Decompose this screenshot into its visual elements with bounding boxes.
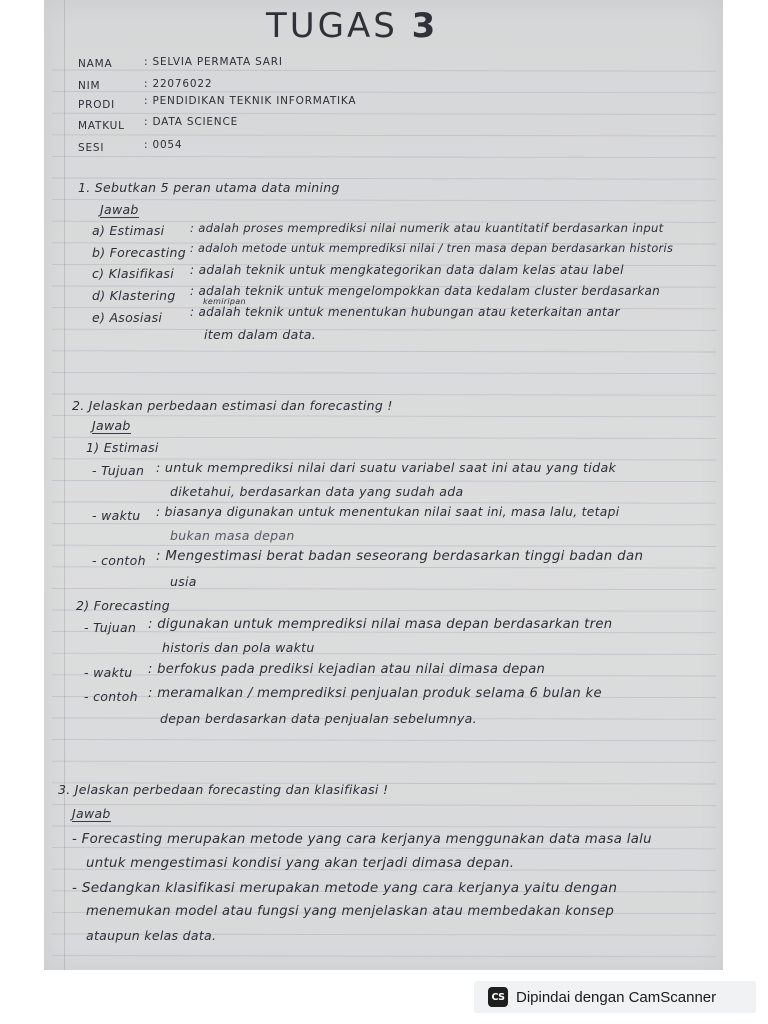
q2-forecasting-heading: 2) Forecasting [76, 598, 170, 613]
ruled-line [52, 480, 716, 481]
nama-label: NAMA [78, 58, 113, 70]
q3-question: 3. Jelaskan perbedaan forecasting dan klasifikasi ! [58, 782, 389, 797]
ruled-line [52, 394, 716, 395]
ruled-line [52, 502, 716, 503]
q2-fc-tujuan-key: - Tujuan [84, 620, 137, 635]
q1-def-a: : adalah proses memprediksi nilai numerik atau kuantitatif berdasarkan input [190, 221, 664, 235]
q1-def-b: : adaloh metode untuk memprediksi nilai / tren masa depan berdasarkan historis [190, 242, 674, 255]
q2-est-waktu-cont: bukan masa depan [170, 528, 295, 543]
q2-est-waktu-key: - waktu [92, 508, 141, 523]
nama-value: : SELVIA PERMATA SARI [144, 56, 283, 68]
matkul-value: : DATA SCIENCE [144, 116, 239, 128]
q1-def-e: : adalah teknik untuk menentukan hubungan atau keterkaitan antar [190, 305, 620, 319]
ruled-line [52, 437, 716, 438]
ruled-line [52, 156, 716, 157]
q2-est-contoh-val: : Mengestimasi berat badan seseorang berdasarkan tinggi badan dan [156, 549, 644, 564]
ruled-line [52, 826, 716, 827]
ruled-line [52, 848, 716, 849]
prodi-value: : PENDIDIKAN TEKNIK INFORMATIKA [144, 95, 357, 107]
q1-def-e-cont: item dalam data. [204, 327, 317, 342]
q3-jawab: Jawab [72, 806, 111, 821]
q2-est-contoh-cont: usia [170, 574, 197, 589]
ruled-line [52, 588, 716, 589]
q2-est-tujuan-key: - Tujuan [92, 463, 145, 478]
sesi-value: : 0054 [144, 139, 183, 151]
camscanner-text: Dipindai dengan CamScanner [516, 988, 717, 1006]
q2-fc-contoh-val: : meramalkan / memprediksi penjualan produk selama 6 bulan ke [148, 686, 602, 701]
ruled-line [52, 135, 716, 136]
q3-line-1: - Forecasting merupakan metode yang cara kerjanya menggunakan data masa lalu [72, 832, 652, 847]
ruled-line [52, 113, 716, 114]
q1-term-c: c) Klasifikasi [92, 266, 174, 281]
ruled-line [52, 653, 716, 654]
q2-est-tujuan-cont: diketahui, berdasarkan data yang sudah ada [170, 484, 464, 499]
ruled-line [52, 524, 716, 525]
q1-def-c: : adalah teknik untuk mengkategorikan data dalam kelas atau label [190, 263, 624, 277]
nim-label: NIM [78, 80, 101, 92]
q1-term-b: b) Forecasting [92, 245, 186, 260]
camscanner-logo-icon: CS [488, 987, 508, 1007]
prodi-label: PRODI [78, 99, 116, 111]
q2-est-contoh-key: - contoh [92, 553, 146, 568]
ruled-line [52, 416, 716, 417]
q2-jawab: Jawab [92, 418, 131, 433]
q1-term-e: e) Asosiasi [92, 310, 163, 325]
q1-question: 1. Sebutkan 5 peran utama data mining [78, 180, 340, 195]
q2-est-waktu-val: : biasanya digunakan untuk menentukan nilai saat ini, masa lalu, tetapi [156, 505, 620, 519]
ruled-line [52, 567, 716, 568]
q1-term-d: d) Klastering [92, 288, 176, 303]
margin-line [64, 0, 65, 970]
ruled-line [52, 200, 716, 201]
q2-fc-tujuan-val: : digunakan untuk memprediksi nilai masa depan berdasarkan tren [148, 617, 613, 632]
ruled-line [52, 329, 716, 330]
q3-line-3: - Sedangkan klasifikasi merupakan metode yang cara kerjanya yaitu dengan [72, 880, 618, 896]
q2-fc-waktu-key: - waktu [84, 665, 133, 680]
q2-question: 2. Jelaskan perbedaan estimasi dan forecasting ! [72, 398, 393, 413]
q2-fc-waktu-val: : berfokus pada prediksi kejadian atau nilai dimasa depan [148, 662, 546, 677]
ruled-line [52, 956, 716, 957]
q3-line-4: menemukan model atau fungsi yang menjelaskan atau membedakan konsep [86, 904, 615, 919]
scanned-paper [44, 0, 723, 970]
ruled-line [52, 70, 716, 71]
q1-def-d: : adalah teknik untuk mengelompokkan data kedalam cluster berdasarkan [190, 284, 661, 298]
q3-line-5: ataupun kelas data. [86, 928, 217, 943]
sesi-label: SESI [78, 142, 105, 154]
page-title: TUGAS 3 [266, 6, 439, 46]
ruled-line [52, 92, 716, 93]
ruled-line [52, 372, 716, 373]
q2-fc-tujuan-cont: historis dan pola waktu [162, 640, 315, 655]
q1-term-a: a) Estimasi [92, 223, 165, 238]
q3-line-2: untuk mengestimasi kondisi yang akan terjadi dimasa depan. [86, 856, 515, 871]
q2-fc-contoh-cont: depan berdasarkan data penjualan sebelumnya. [160, 711, 477, 726]
q2-fc-contoh-key: - contoh [84, 689, 138, 704]
nim-value: : 22076022 [144, 78, 213, 90]
camscanner-badge [474, 981, 756, 1013]
q1-def-d-note: kemiripan [203, 297, 246, 306]
q2-est-tujuan-val: : untuk memprediksi nilai dari suatu variabel saat ini atau yang tidak [156, 460, 617, 475]
ruled-line [52, 740, 716, 741]
q1-jawab: Jawab [100, 202, 139, 217]
ruled-line [52, 351, 716, 352]
ruled-line [52, 804, 716, 805]
matkul-label: MATKUL [78, 120, 125, 132]
ruled-line [52, 545, 716, 546]
ruled-line [52, 761, 716, 762]
q2-estimasi-heading: 1) Estimasi [86, 440, 159, 455]
